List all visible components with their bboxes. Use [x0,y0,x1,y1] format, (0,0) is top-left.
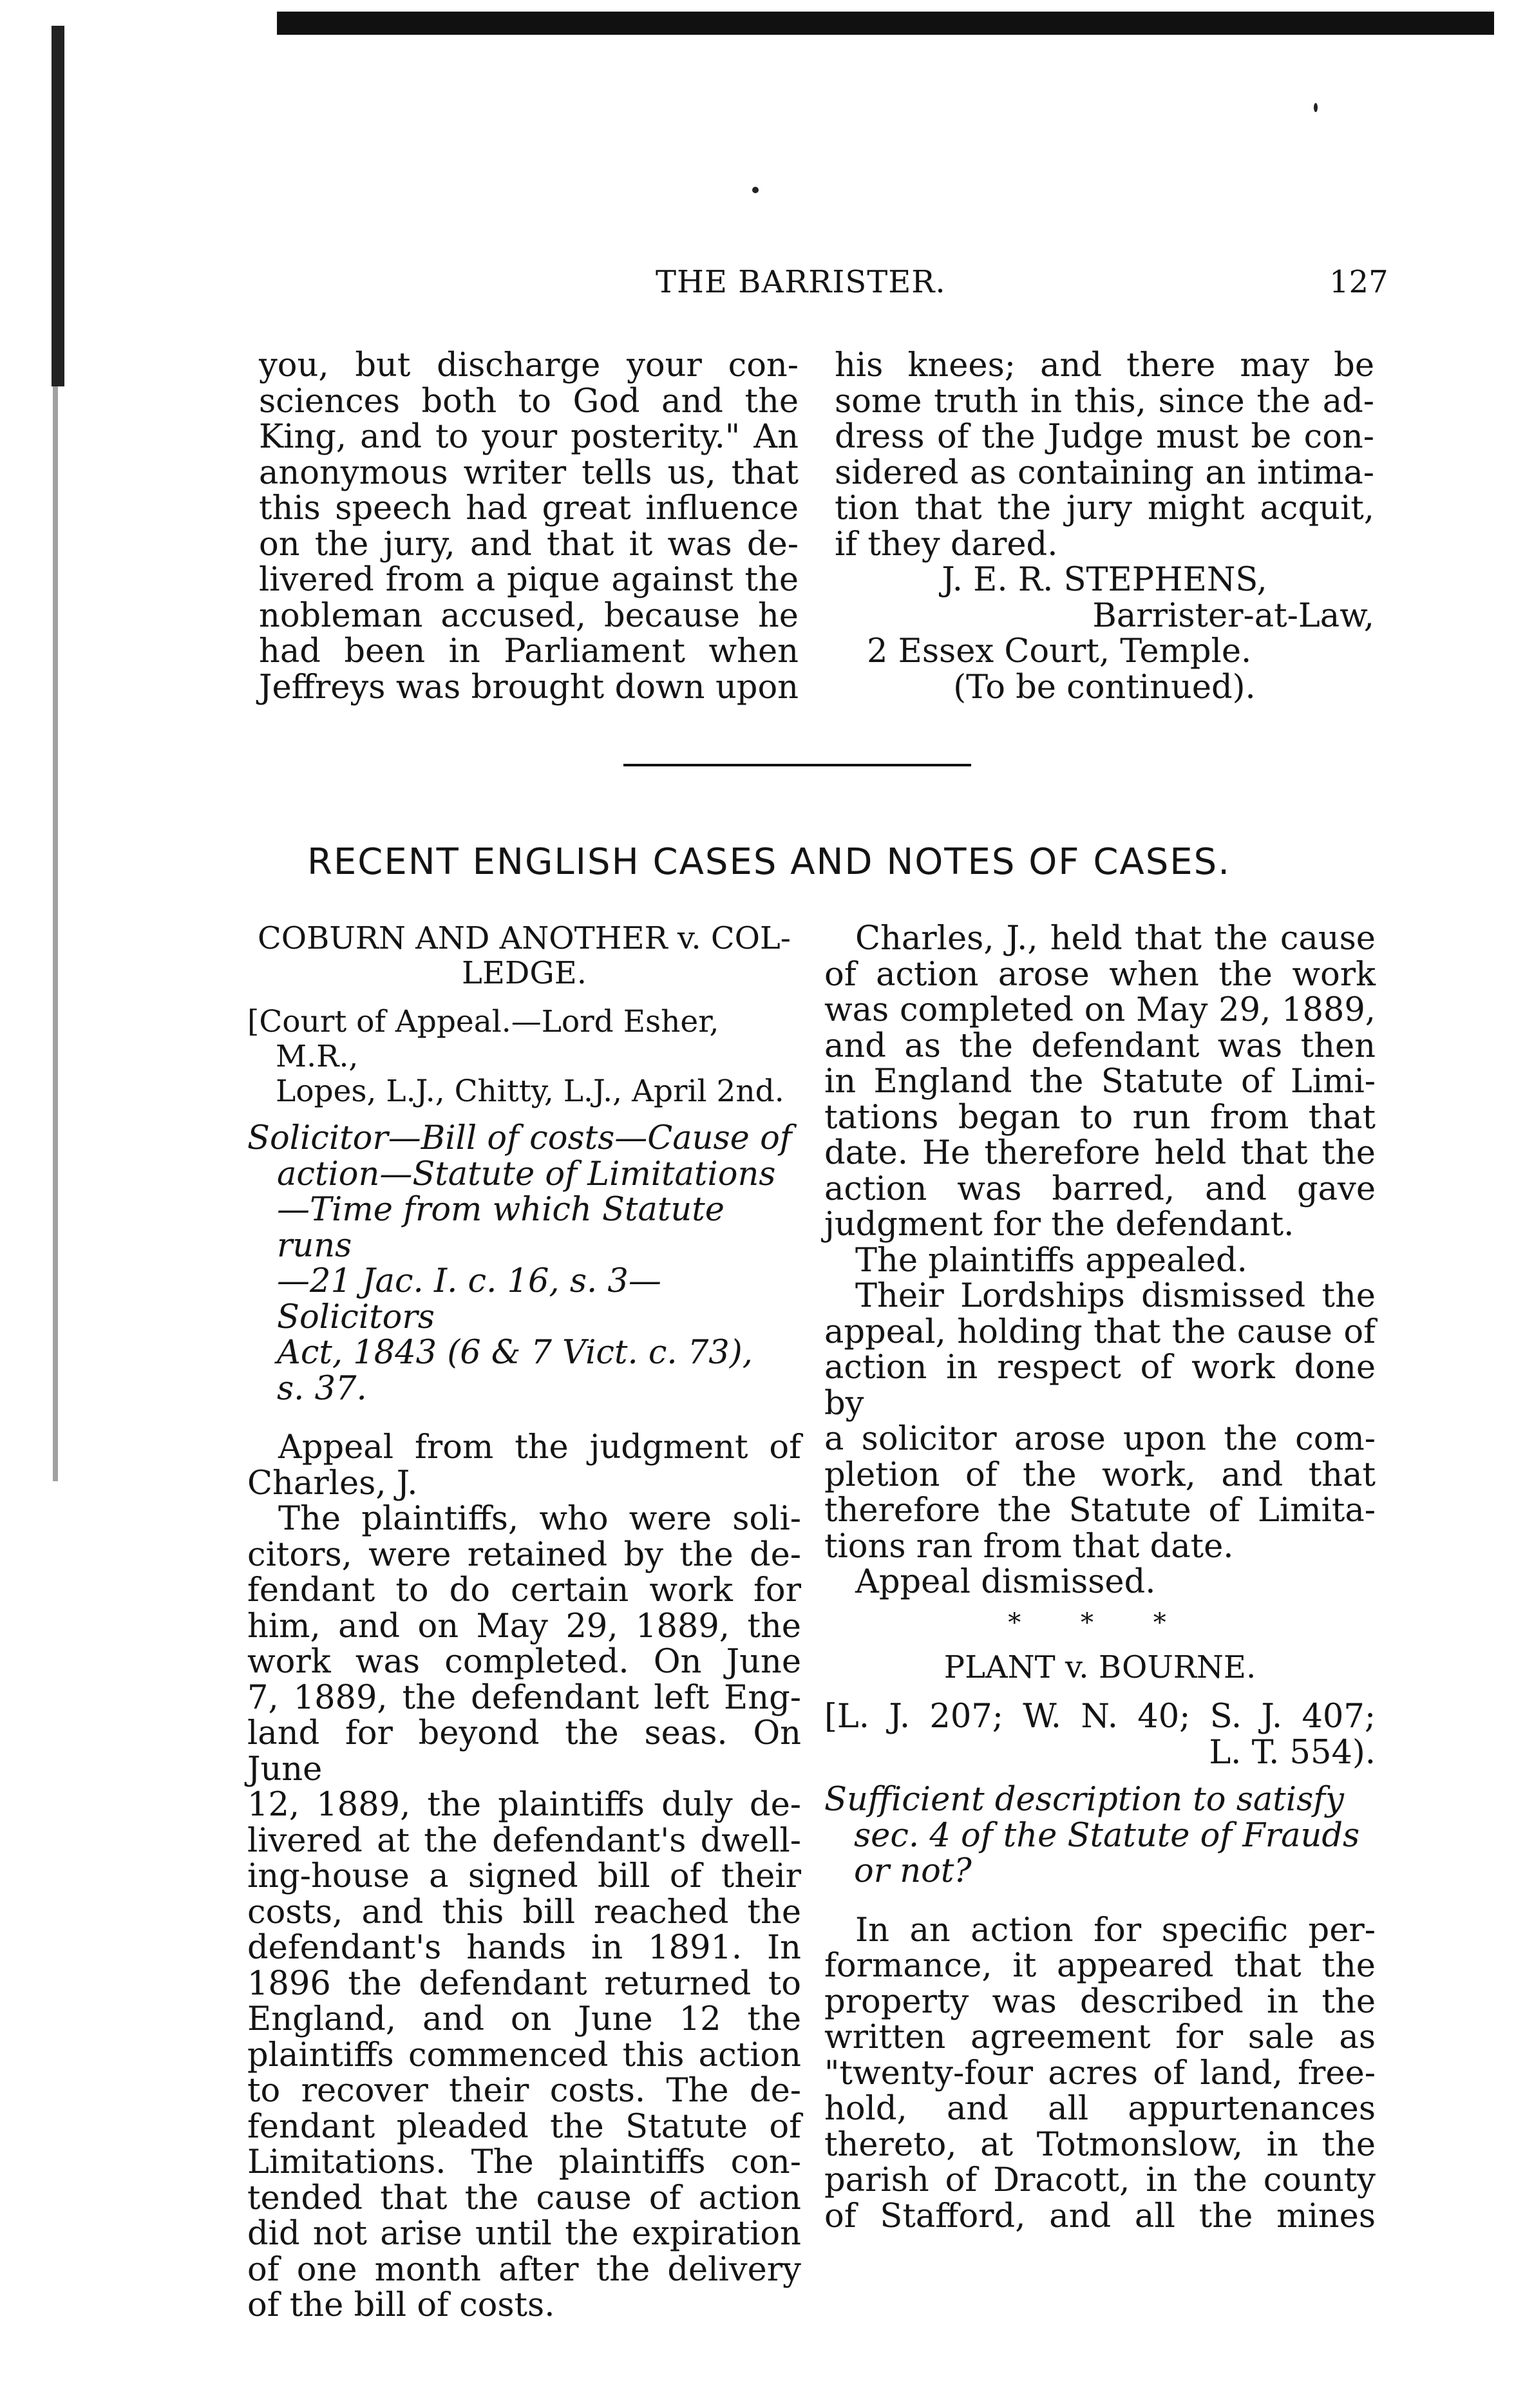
text-line: The plaintiffs appealed. [855,1241,1247,1280]
text-line: appeal, holding that the cause of [824,1313,1376,1351]
text-line: did not arise until the expiration [247,2215,801,2253]
text-line: of Stafford, and all the mines [824,2197,1376,2235]
text-line: livered from a pique against the [259,561,799,599]
headnote [247,1121,801,1407]
section-separator-rule [623,764,971,766]
text-line: The plaintiffs, who were soli- [278,1500,801,1538]
text-line: thereto, at Totmonslow, in the [824,2125,1376,2164]
text-line: and as the defendant was then [824,1027,1376,1065]
text-line: Limitations. The plaintiffs con- [247,2143,801,2181]
text-line: him, and on May 29, 1889, the [247,1607,801,1645]
continued-article-left-column [259,348,799,705]
text-line: therefore the Statute of Limita- [824,1492,1376,1530]
case-title: PLANT v. BOURNE. [943,1649,1256,1685]
text-line: work was completed. On June [247,1643,801,1681]
case-title: COBURN AND ANOTHER v. COL- [257,920,791,956]
scan-speck [752,187,759,193]
text-line: anonymous writer tells us, that [259,453,799,492]
top-scan-border [277,12,1494,35]
citation-line: L. T. 554). [1209,1733,1376,1772]
court-line: Lopes, L.J., Chitty, L.J., April 2nd. [276,1074,784,1109]
text-line: citors, were retained by the de- [247,1535,801,1574]
text-line: a solicitor arose upon the com- [824,1420,1376,1458]
text-line: tended that the cause of action [247,2179,801,2217]
text-line: nobleman accused, because he [259,596,799,635]
text-line: of one month after the delivery [247,2250,801,2289]
left-scan-shadow [53,386,58,1481]
citation-line: [L. J. 207; W. N. 40; S. J. 407; [824,1698,1376,1736]
left-scan-edge [52,26,64,386]
running-head: THE BARRISTER. [656,264,946,300]
text-line: parish of Dracott, in the county [824,2161,1376,2199]
text-line: Charles, J. [247,1464,418,1503]
headnote [824,1782,1376,1890]
court-note [247,1005,801,1109]
author-name: J. E. R. STEPHENS, [942,561,1267,599]
text-line: dress of the Judge must be con- [835,418,1374,456]
text-line: land for beyond the seas. On June [247,1714,801,1788]
text-line: property was described in the [824,1982,1376,2021]
continued-note: (To be continued). [953,668,1256,706]
headnote-line: Sufficient description to satisfy [824,1781,1344,1819]
text-line: Their Lordships dismissed the [855,1277,1376,1315]
continued-article-right-column [835,348,1374,705]
page-number: 127 [1329,264,1388,300]
text-line: "twenty-four acres of land, free- [824,2054,1376,2092]
section-heading: RECENT ENGLISH CASES AND NOTES OF CASES. [307,841,1231,883]
text-line: costs, and this bill reached the [247,1893,801,1931]
text-line: his knees; and there may be [835,346,1374,384]
text-line: 12, 1889, the plaintiffs duly de- [247,1786,801,1824]
case-right-column [824,921,1376,2234]
text-line: on the jury, and that it was de- [259,525,799,564]
court-line: [Court of Appeal.—Lord Esher, M.R., [247,1004,719,1074]
text-line: tions ran from that date. [824,1527,1234,1566]
text-line: this speech had great influence [259,489,799,527]
text-line: Charles, J., held that the cause [855,920,1376,958]
text-line: fendant to do certain work for [247,1571,801,1609]
text-line: judgment for the defendant. [824,1206,1294,1244]
text-line: 1896 the defendant returned to [247,1964,801,2003]
scan-speck [1314,103,1318,112]
text-line: In an action for specific per- [855,1911,1376,1949]
text-line: 7, 1889, the defendant left Eng- [247,1678,801,1717]
headnote-line: action—Statute of Limitations [277,1155,776,1193]
text-line: tations began to run from that [824,1098,1376,1137]
headnote-line: Act, 1843 (6 & 7 Vict. c. 73), [277,1334,753,1372]
text-line: to recover their costs. The de- [247,2072,801,2110]
text-line: formance, it appeared that the [824,1947,1376,1985]
author-address: 2 Essex Court, Temple. [867,632,1252,670]
text-line: of the bill of costs. [247,2286,555,2324]
text-line: written agreement for sale as [824,2018,1376,2056]
text-line: you, but discharge your con- [259,346,799,384]
ornament-stars: * * * [1008,1607,1192,1638]
headnote-line: or not? [854,1852,972,1890]
text-line: sidered as containing an intima- [835,453,1374,492]
text-line: date. He therefore held that the [824,1134,1376,1172]
headnote-line: —21 Jac. I. c. 16, s. 3—Solicitors [277,1262,661,1336]
text-line: hold, and all appurtenances [824,2090,1376,2128]
text-line: in England the Statute of Limi- [824,1063,1376,1101]
case-title: LEDGE. [461,955,587,991]
text-line: pletion of the work, and that [824,1455,1376,1494]
headnote-line: sec. 4 of the Statute of Frauds [854,1816,1360,1855]
text-line: defendant's hands in 1891. In [247,1929,801,1967]
text-line: plaintiffs commenced this action [247,2036,801,2074]
text-line: was completed on May 29, 1889, [824,991,1376,1029]
case-result: Appeal dismissed. [855,1563,1156,1601]
text-line: action in respect of work done by [824,1349,1376,1423]
case-coburn-left-column [247,921,801,2324]
text-line: Jeffreys was brought down upon [259,668,799,706]
headnote-line: Solicitor—Bill of costs—Cause of [247,1119,792,1157]
text-line: some truth in this, since the ad- [835,382,1374,421]
text-line: King, and to your posterity." An [259,418,799,456]
text-line: Appeal from the judgment of [278,1428,801,1466]
text-line: if they dared. [835,525,1058,564]
text-line: fendant pleaded the Statute of [247,2107,801,2146]
text-line: livered at the defendant's dwell- [247,1821,801,1860]
text-line: had been in Parliament when [259,632,799,670]
headnote-line: —Time from which Statute runs [277,1191,725,1265]
text-line: sciences both to God and the [259,382,799,421]
text-line: England, and on June 12 the [247,2000,801,2038]
text-line: ing-house a signed bill of their [247,1857,801,1895]
text-line: of action arose when the work [824,955,1376,994]
headnote-line: s. 37. [277,1369,367,1408]
author-title: Barrister-at-Law, [1092,596,1374,635]
text-line: tion that the jury might acquit, [835,489,1374,527]
text-line: action was barred, and gave [824,1170,1376,1208]
